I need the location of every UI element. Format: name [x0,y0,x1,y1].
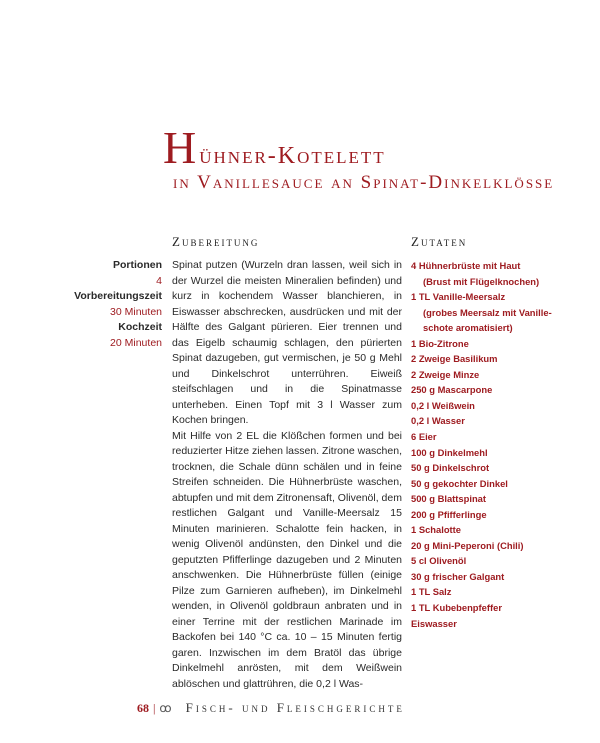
title-main: ühner-Kotelett [199,143,386,169]
title-line-1 [163,122,583,173]
meta-label-portions: Portionen [113,259,162,271]
ingredient-item: 5 cl Olivenöl [411,555,467,567]
title-drop-cap: H [163,122,199,173]
ingredient-item: 500 g Blattspinat [411,493,487,505]
ingredient-item: 1 Bio-Zitrone [411,337,469,349]
meta-value-prep-time: 30 Minuten [110,305,162,318]
ingredient-item: 0,2 l Wasser [411,415,465,427]
meta-value-cook-time: 20 Minuten [110,336,162,349]
preparation-text [172,258,402,692]
ingredient-item: (Brust mit Flügelknochen) [423,275,540,287]
chapter-title: Fisch- und Fleischgerichte [185,700,405,715]
preparation-paragraph: Spinat putzen (Wurzeln dran lassen, weil sich in der Wurzel die meisten Mineralien befinden) und kurz in kochendem Wasser blanchieren, in Eiswasser abschrecken, ausdrücken und mit der Hälfte des Galgant pürieren. Eier trennen und das Eigelb schaumig schlagen, den pürierten Spinat dazugeben, gut vermischen, je 50 g Mehl und Dinkelschrot unterrühren. Eiweiß steifschlagen und in die Spinatmasse unterheben. Einen Topf mit 3 l Wasser zum Kochen bringen. [172,259,402,426]
heading-preparation: Zubereitung [172,234,260,249]
ingredient-item: 2 Zweige Basilikum [411,353,498,365]
meta-value-portions: 4 [156,274,162,287]
ornament-icon: ꝏ [159,701,172,715]
ingredient-item: 100 g Dinkelmehl [411,446,488,458]
ingredient-item: 1 TL Vanille-Meersalz [411,291,506,303]
ingredient-item: 250 g Mascarpone [411,384,493,396]
ingredient-item: 20 g Mini-Peperoni (Chili) [411,539,524,551]
ingredient-item: 50 g gekochter Dinkel [411,477,508,489]
heading-ingredients: Zutaten [411,234,468,249]
ingredient-item: 200 g Pfifferlinge [411,508,487,520]
recipe-meta [40,258,162,351]
ingredient-item: Eiswasser [411,617,457,629]
ingredient-item: 1 TL Kubebenpfeffer [411,602,502,614]
ingredient-item: 0,2 l Weißwein [411,399,475,411]
meta-label-cook-time: Kochzeit [118,321,162,333]
page-number: 68 [137,701,149,715]
preparation-paragraph: Mit Hilfe von 2 EL die Klößchen formen und bei reduzierter Hitze ziehen lassen. Zitrone waschen, trocknen, die Schale dünn schälen und in feine Streifen schneiden. Die Hühnerbrüste waschen, abtupfen und mit dem Zitronensaft, Olivenöl, dem restlichen Galgant und Vanille-Meersalz 15 Minuten marinieren. Schalotte fein hacken, in wenig Olivenöl andünsten, den Dinkel und die geputzten Pfifferlinge dazugeben und 2 Minuten anschwenken. Die Hühnerbrüste füllen (einige Pilze zum Garnieren aufheben), im Dinkelmehl wenden, in Olivenöl goldbraun anbraten und in einer Terrine mit der restlichen Marinade im Backofen bei 140 °C ca. 10 – 15 Minuten fertig garen. Inzwischen im dem Bratöl das übrige Dinkelmehl anrösten, mit dem Weißwein ablöschen und glattrühren, die 0,2 l Was- [172,429,402,690]
ingredient-item: 1 TL Salz [411,586,452,598]
ingredient-item: 1 Schalotte [411,524,462,536]
ingredient-item: 4 Hühnerbrüste mit Haut [411,260,521,271]
ingredient-item: 6 Eier [411,431,437,443]
ingredient-item: (grobes Meersalz mit Vanille- [423,306,552,318]
ingredient-item: schote aromatisiert) [423,322,513,334]
footer-separator: | [153,701,156,715]
recipe-title [163,122,583,194]
meta-label-prep-time: Vorbereitungszeit [74,290,162,302]
ingredient-item: 50 g Dinkelschrot [411,462,490,474]
ingredient-item: 30 g frischer Galgant [411,570,505,582]
ingredient-item: 2 Zweige Minze [411,368,480,380]
ingredients-list [411,258,586,631]
page-footer [137,700,405,716]
title-subtitle: in Vanillesauce an Spinat-Dinkelklösse [173,172,555,193]
